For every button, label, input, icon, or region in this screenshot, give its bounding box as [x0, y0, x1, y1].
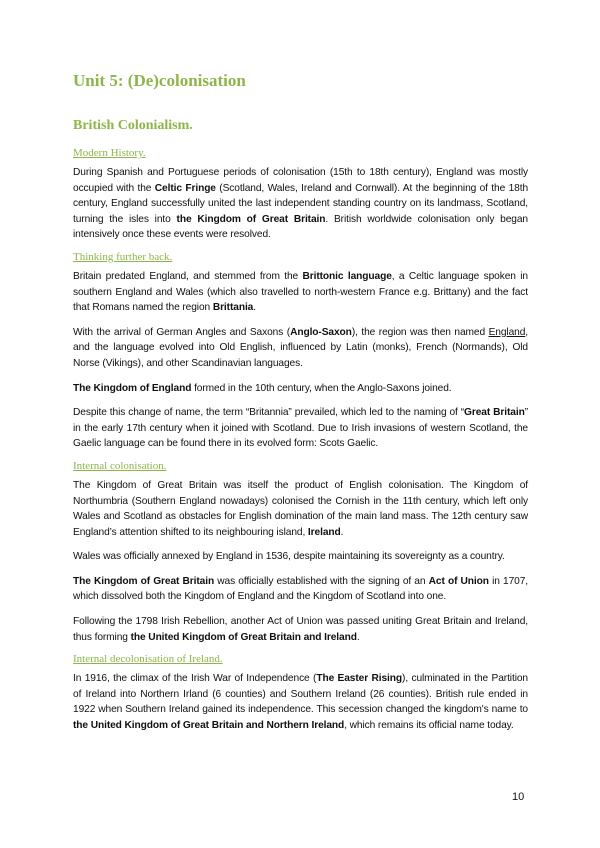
- underlined-term: England: [488, 326, 526, 338]
- bold-term: The Kingdom of Great Britain: [73, 575, 215, 587]
- text-run: , which remains its official name today.: [344, 720, 514, 732]
- text-run: Britain predated England, and stemmed from the: [73, 270, 303, 282]
- bold-term: Act of Union: [428, 575, 489, 587]
- subsection-heading: Modern History.: [73, 147, 146, 159]
- bold-term: the United Kingdom of Great Britain and Northern Ireland: [73, 720, 345, 732]
- paragraph: [73, 165, 528, 243]
- bold-term: the United Kingdom of Great Britain and Ireland: [130, 631, 357, 643]
- bold-term: The Easter Rising: [316, 673, 403, 685]
- paragraph: [73, 549, 528, 565]
- text-run: .: [356, 631, 360, 643]
- text-run: During Spanish and Portuguese periods of colonisation (15th to 18th century), England was mostly occupied with the: [73, 167, 528, 194]
- bold-term: Great Britain: [464, 407, 525, 419]
- text-run: was officially established with the signing of an: [214, 575, 429, 587]
- text-run: In 1916, the climax of the Irish War of Independence (: [73, 673, 317, 685]
- text-run: , a Celtic language spoken in southern England and Wales (which also travelled to north-western France e.g. Brittany) and the fact that Romans named the region: [73, 270, 528, 314]
- paragraph: [73, 478, 528, 540]
- text-run: ), culminated in the Partition of Ireland into Northern Irland (6 counties) and Southern Ireland (26 counties). British rule ended in 1922 when Southern Ireland gained its independence. This secession changed the kingdom's name to: [73, 673, 528, 716]
- text-run: .: [340, 526, 344, 538]
- text-run: With the arrival of German Angles and Saxons (: [73, 326, 291, 338]
- text-run: , and the language evolved into Old English, influenced by Latin (monks), French (Normands), Old Norse (Vikings), and other Scandinavian languages.: [73, 326, 528, 369]
- subsection-heading: Internal colonisation.: [73, 459, 167, 472]
- document-body: [73, 146, 528, 741]
- text-run: ), the region was then named: [351, 326, 489, 338]
- text-run: in 1707, which dissolved both the Kingdom of England and the Kingdom of Scotland into one.: [73, 575, 528, 603]
- paragraph: [73, 325, 528, 372]
- paragraph: [73, 574, 528, 605]
- text-run: formed in the 10th century, when the Anglo-Saxons joined.: [191, 382, 452, 394]
- text-run: . British worldwide colonisation only began intensively once these events were resolved.: [73, 213, 528, 241]
- bold-term: Ireland: [307, 526, 341, 538]
- bold-term: Brittonic language: [302, 270, 392, 282]
- paragraph: [73, 269, 528, 316]
- paragraph: [73, 381, 528, 397]
- text-run: Despite this change of name, the term “Britannia” prevailed, which led to the naming of “: [73, 407, 465, 419]
- bold-term: the Kingdom of Great Britain: [176, 213, 326, 225]
- paragraph: [73, 671, 528, 733]
- subsection-heading: Thinking further back.: [73, 250, 173, 263]
- text-run: Wales was officially annexed by England in 1536, despite maintaining its sovereignty as a country.: [73, 551, 505, 563]
- unit-title: Unit 5: (De)colonisation: [73, 71, 246, 90]
- section-title: British Colonialism.: [73, 118, 193, 133]
- text-run: Following the 1798 Irish Rebellion, another Act of Union was passed uniting Great Britain and Ireland, thus forming: [73, 616, 528, 643]
- page-number: 10: [512, 791, 525, 803]
- bold-term: Celtic Fringe: [154, 182, 216, 194]
- bold-term: Anglo-Saxon: [290, 326, 352, 338]
- text-run: ” in the early 17th century when it joined with Scotland. Due to Irish invasions of western Scotland, the Gaelic language can be found there in its evolved form: Scots Gaelic.: [73, 407, 528, 450]
- bold-term: Brittania: [212, 302, 254, 314]
- paragraph: [73, 614, 528, 645]
- text-run: (Scotland, Wales, Ireland and Cornwall). At the beginning of the 18th century, England successfully united the last independent standing country on its landmass, Scotland, turning the isles into: [73, 182, 529, 225]
- text-run: .: [253, 302, 256, 314]
- text-run: The Kingdom of Great Britain was itself the product of English colonisation. The Kingdom of Northumbria (Southern England nowadays) colonised the Cornish in the 11th century, which left only Wales and Scotland as obstacles for English domination of the main land mass. The 12th century saw England’s attention shifted to its neighbouring island,: [73, 479, 528, 538]
- bold-term: The Kingdom of England: [73, 382, 192, 394]
- subsection-heading: Internal decolonisation of Ireland.: [73, 653, 223, 666]
- paragraph: [73, 405, 528, 452]
